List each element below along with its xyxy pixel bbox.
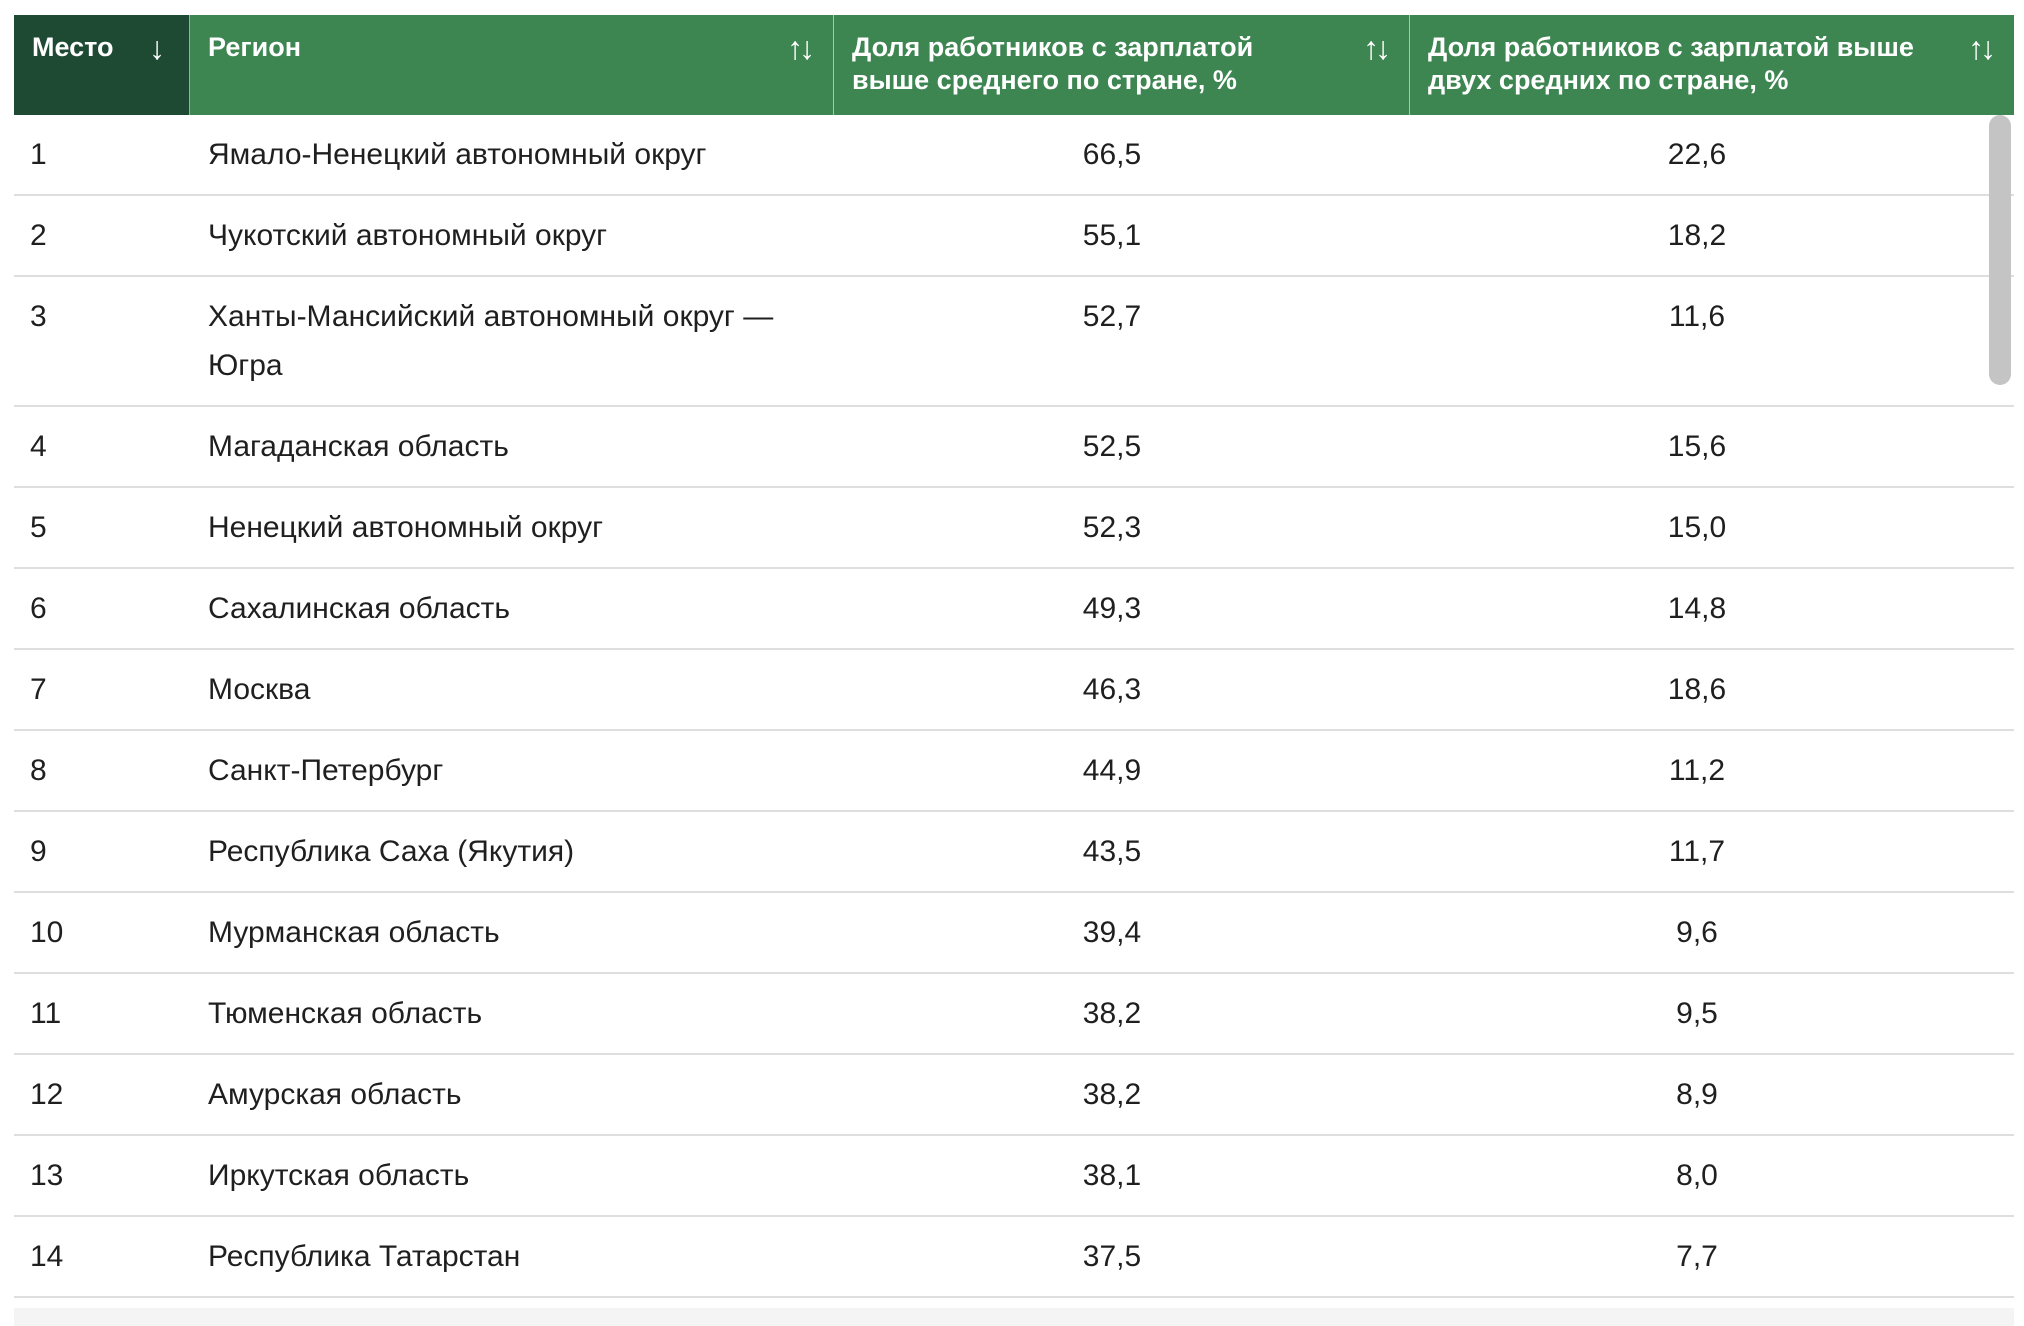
above-two-averages-cell: 8,9 bbox=[1676, 1078, 1718, 1111]
region-cell: Мурманская область bbox=[208, 916, 500, 949]
region-cell: Ханты-Мансийский автономный округ — Югра bbox=[208, 300, 774, 382]
above-two-averages-cell: 18,6 bbox=[1667, 673, 1727, 706]
above-average-cell: 37,5 bbox=[1082, 1240, 1142, 1273]
above-average-cell: 39,4 bbox=[1082, 916, 1142, 949]
table-row bbox=[14, 1136, 2014, 1217]
rank-cell: 11 bbox=[30, 997, 62, 1030]
above-average-cell: 43,5 bbox=[1082, 835, 1142, 868]
column-header-rank[interactable] bbox=[14, 15, 190, 115]
rank-cell: 10 bbox=[30, 916, 64, 949]
above-average-cell: 38,2 bbox=[1082, 1078, 1142, 1111]
region-cell: Ненецкий автономный округ bbox=[208, 511, 604, 544]
sort-both-icon[interactable]: ↑↓ bbox=[1968, 30, 1992, 66]
table-row bbox=[14, 1055, 2014, 1136]
above-average-cell: 52,3 bbox=[1082, 511, 1142, 544]
column-header-label: Доля работников с зарплатой выше среднего по стране, % bbox=[852, 32, 1254, 95]
table-row bbox=[14, 196, 2014, 277]
column-header-above-average[interactable] bbox=[834, 15, 1410, 115]
above-two-averages-cell: 22,6 bbox=[1667, 138, 1727, 171]
above-average-cell: 52,7 bbox=[1082, 300, 1142, 333]
above-average-cell: 66,5 bbox=[1082, 138, 1142, 171]
above-average-cell: 44,9 bbox=[1082, 754, 1142, 787]
rank-cell: 2 bbox=[30, 219, 47, 252]
region-cell: Амурская область bbox=[208, 1078, 462, 1111]
vertical-scrollbar[interactable] bbox=[1989, 115, 2011, 1305]
table-row bbox=[14, 407, 2014, 488]
sort-both-icon[interactable]: ↑↓ bbox=[787, 30, 811, 66]
table-row bbox=[14, 277, 2014, 407]
table-header bbox=[14, 15, 2014, 115]
region-cell: Москва bbox=[208, 673, 311, 706]
region-cell: Иркутская область bbox=[208, 1159, 470, 1192]
rank-cell: 13 bbox=[30, 1159, 64, 1192]
rank-cell: 14 bbox=[30, 1240, 64, 1273]
arrow-down-icon[interactable]: ↓ bbox=[149, 30, 165, 66]
above-two-averages-cell: 15,6 bbox=[1667, 430, 1727, 463]
above-average-cell: 38,1 bbox=[1082, 1159, 1142, 1192]
region-cell: Республика Саха (Якутия) bbox=[208, 835, 575, 868]
above-two-averages-cell: 9,6 bbox=[1676, 916, 1718, 949]
rank-cell: 6 bbox=[30, 592, 47, 625]
region-cell: Чукотский автономный округ bbox=[208, 219, 608, 252]
table-body bbox=[14, 115, 2014, 1298]
column-header-label: Доля работников с зарплатой выше двух средних по стране, % bbox=[1428, 32, 1914, 95]
ranking-table bbox=[14, 15, 2014, 1311]
column-header-label: Место bbox=[32, 32, 114, 62]
above-two-averages-cell: 14,8 bbox=[1667, 592, 1727, 625]
rank-cell: 12 bbox=[30, 1078, 64, 1111]
above-average-cell: 52,5 bbox=[1082, 430, 1142, 463]
rank-cell: 5 bbox=[30, 511, 47, 544]
table-row bbox=[14, 650, 2014, 731]
table-row bbox=[14, 569, 2014, 650]
column-header-label: Регион bbox=[208, 32, 301, 62]
column-header-above-two-averages[interactable] bbox=[1410, 15, 2014, 115]
above-two-averages-cell: 11,6 bbox=[1668, 300, 1726, 333]
above-two-averages-cell: 7,7 bbox=[1676, 1240, 1718, 1273]
above-average-cell: 55,1 bbox=[1082, 219, 1142, 252]
above-average-cell: 38,2 bbox=[1082, 997, 1142, 1030]
table-row bbox=[14, 812, 2014, 893]
above-two-averages-cell: 9,5 bbox=[1676, 997, 1718, 1030]
table-row bbox=[14, 488, 2014, 569]
above-average-cell: 49,3 bbox=[1082, 592, 1142, 625]
table-row bbox=[14, 115, 2014, 196]
table-row bbox=[14, 1217, 2014, 1298]
table-footer-band bbox=[14, 1308, 2014, 1326]
region-cell: Санкт-Петербург bbox=[208, 754, 444, 787]
table-row bbox=[14, 893, 2014, 974]
above-average-cell: 46,3 bbox=[1082, 673, 1142, 706]
column-header-region[interactable] bbox=[190, 15, 834, 115]
table-row bbox=[14, 974, 2014, 1055]
above-two-averages-cell: 8,0 bbox=[1676, 1159, 1718, 1192]
rank-cell: 9 bbox=[30, 835, 47, 868]
above-two-averages-cell: 11,2 bbox=[1668, 754, 1726, 787]
above-two-averages-cell: 15,0 bbox=[1667, 511, 1727, 544]
region-cell: Тюменская область bbox=[208, 997, 483, 1030]
region-cell: Сахалинская область bbox=[208, 592, 510, 625]
scrollbar-thumb[interactable] bbox=[1989, 115, 2011, 385]
rank-cell: 1 bbox=[30, 138, 47, 171]
region-cell: Ямало-Ненецкий автономный округ bbox=[208, 138, 707, 171]
region-cell: Магаданская область bbox=[208, 430, 509, 463]
rank-cell: 3 bbox=[30, 300, 47, 333]
above-two-averages-cell: 11,7 bbox=[1668, 835, 1726, 868]
rank-cell: 7 bbox=[30, 673, 47, 706]
rank-cell: 8 bbox=[30, 754, 47, 787]
region-cell: Республика Татарстан bbox=[208, 1240, 521, 1273]
rank-cell: 4 bbox=[30, 430, 47, 463]
sort-both-icon[interactable]: ↑↓ bbox=[1363, 30, 1387, 66]
table-row bbox=[14, 731, 2014, 812]
above-two-averages-cell: 18,2 bbox=[1667, 219, 1727, 252]
